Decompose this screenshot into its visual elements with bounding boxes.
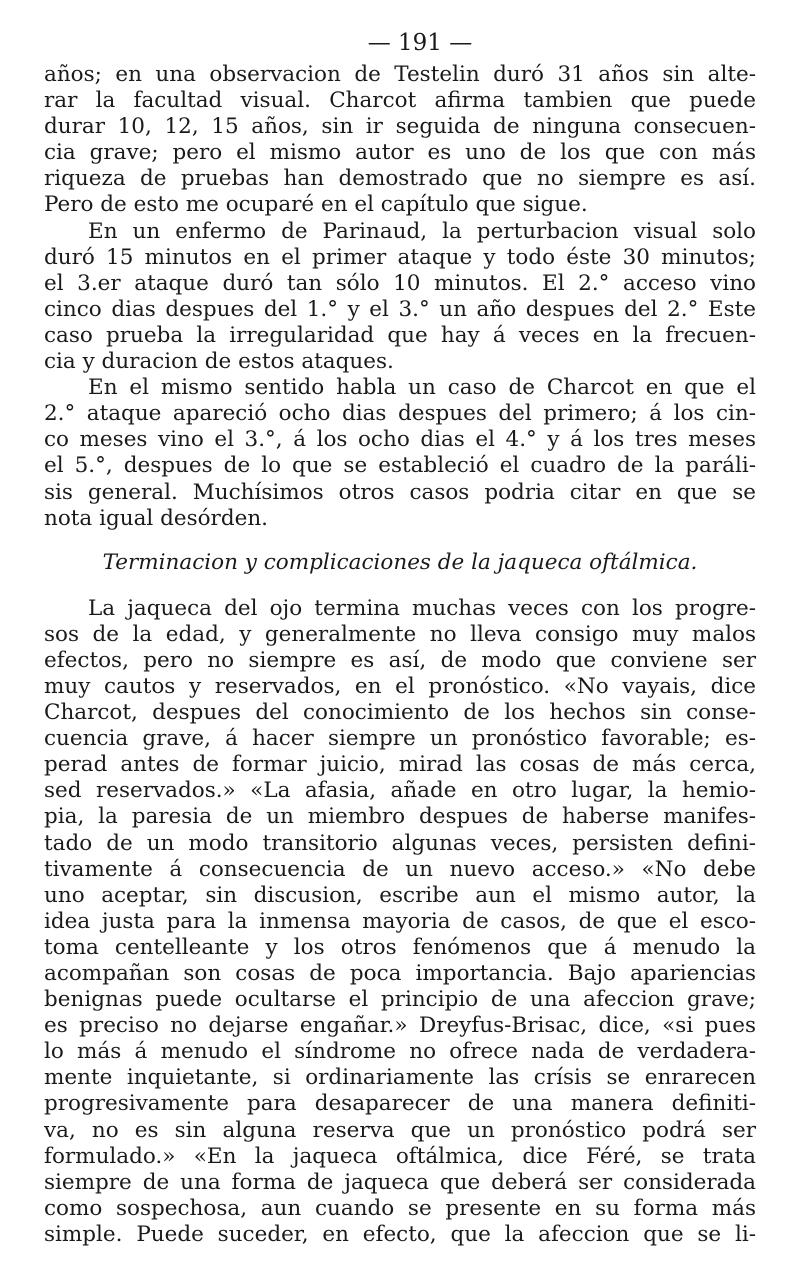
text-line: años; en una observacion de Testelin duró 31 años sin alte-: [44, 62, 756, 87]
text-line: acompañan son cosas de poca importancia. Bajo apariencias: [44, 961, 756, 986]
text-line: Charcot, despues del conocimiento de los hechos sin conse-: [44, 700, 756, 726]
text-line: durar 10, 12, 15 años, sin ir seguida de ninguna consecuen-: [44, 114, 756, 140]
text-line: pia, la paresia de un miembro despues de haberse manifes-: [44, 804, 756, 830]
text-line: efectos, pero no siempre es así, de modo que conviene ser: [44, 647, 756, 673]
text-line: toma centelleante y los otros fenómenos que á menudo la: [44, 934, 756, 960]
text-line: uno aceptar, sin discusion, escribe aun el mismo autor, la: [44, 882, 756, 908]
text-line: sed reservados.» «La afasia, añade en otro lugar, la hemio-: [44, 778, 756, 804]
text-line: tivamente á consecuencia de un nuevo acceso.» «No debe: [44, 856, 756, 882]
text-line: cinco dias despues del 1.° y el 3.° un año despues del 2.° Este: [44, 296, 756, 322]
text-line: cuencia grave, á hacer siempre un pronóstico favorable; es-: [44, 726, 756, 752]
paragraph-3: [44, 375, 756, 532]
text-line: siempre de una forma de jaqueca que deberá ser considerada: [44, 1169, 756, 1195]
text-line: La jaqueca del ojo termina muchas veces con los progre-: [88, 595, 756, 621]
text-line: formulado.» «En la jaqueca oftálmica, dice Féré, se trata: [44, 1143, 756, 1169]
text-line: Pero de esto me ocuparé en el capítulo que sigue.: [44, 192, 588, 218]
text-line: En un enfermo de Parinaud, la perturbacion visual solo: [88, 218, 756, 244]
text-line: 2.° ataque apareció ocho dias despues del primero; á los cin-: [44, 401, 756, 427]
text-line: progresivamente para desaparecer de una manera definiti-: [44, 1091, 756, 1117]
text-line: es preciso no dejarse engañar.» Dreyfus-Brisac, dice, «si pues: [44, 1013, 756, 1039]
text-line: duró 15 minutos en el primer ataque y todo éste 30 minutos;: [44, 244, 756, 270]
text-line: el 3.er ataque duró tan sólo 10 minutos. El 2.° acceso vino: [44, 270, 756, 296]
text-line: benignas puede ocultarse el principio de una afeccion grave;: [44, 987, 756, 1013]
text-line: va, no es sin alguna reserva que un pronóstico podrá ser: [44, 1117, 756, 1143]
text-line: sos de la edad, y generalmente no lleva consigo muy malos: [44, 621, 756, 647]
page: [44, 28, 756, 1248]
text-line: como sospechosa, aun cuando se presente en su forma más: [44, 1195, 756, 1221]
text-line: simple. Puede suceder, en efecto, que la afeccion que se li-: [44, 1221, 756, 1247]
text-line: muy cautos y reservados, en el pronóstico. «No vayais, dice: [44, 673, 756, 699]
text-line: riqueza de pruebas han demostrado que no siempre es así.: [44, 166, 756, 192]
text-line: nota igual desórden.: [44, 505, 269, 531]
text-line: cia grave; pero el mismo autor es uno de los que con más: [44, 140, 756, 166]
text-line: caso prueba la irregularidad que hay á veces en la frecuen-: [44, 322, 756, 348]
text-line: co meses vino el 3.°, á los ocho dias el 4.° y á los tres meses: [44, 427, 756, 453]
section-heading: Terminacion y complicaciones de la jaqueca oftálmica.: [102, 549, 698, 575]
text-line: mente inquietante, si ordinariamente las crísis se enrarecen: [44, 1065, 756, 1091]
page-number: — 191 —: [367, 30, 473, 56]
text-line: cia y duracion de estos ataques.: [44, 349, 394, 375]
text-line: lo más á menudo el síndrome no ofrece nada de verdadera-: [44, 1039, 756, 1065]
text-line: En el mismo sentido habla un caso de Charcot en que el: [88, 375, 756, 401]
text-line: el 5.°, despues de lo que se estableció el cuadro de la paráli-: [44, 453, 756, 479]
text-line: rar la facultad visual. Charcot afirma tambien que puede: [44, 88, 756, 114]
paragraph-4: [44, 596, 756, 1248]
text-line: sis general. Muchísimos otros casos podria citar en que se: [44, 479, 756, 505]
paragraph-1: [44, 62, 756, 219]
text-line: perad antes de formar juicio, mirad las cosas de más cerca,: [44, 752, 756, 778]
text-line: tado de un modo transitorio algunas veces, persisten defini-: [44, 830, 756, 856]
paragraph-2: [44, 219, 756, 376]
text-line: idea justa para la inmensa mayoria de casos, de que el esco-: [44, 908, 756, 934]
